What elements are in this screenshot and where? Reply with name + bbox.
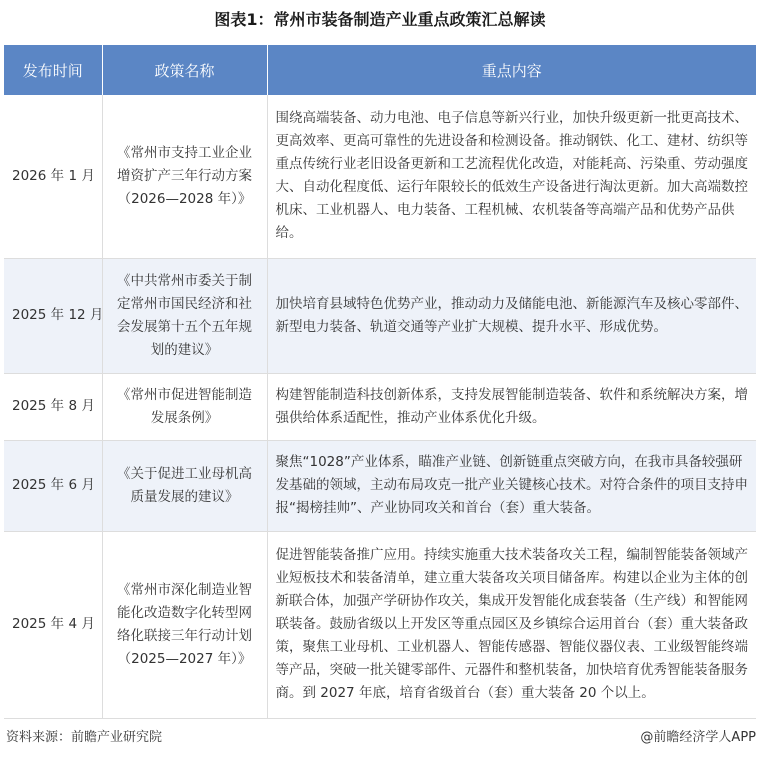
- table-row: [4, 258, 756, 373]
- row-date: 2025 年 4 月: [4, 531, 102, 718]
- header-key-content: 重点内容: [267, 45, 756, 95]
- row-date: 2025 年 6 月: [4, 440, 102, 531]
- header-policy-name: 政策名称: [102, 45, 267, 95]
- table-header-row: [4, 45, 756, 95]
- row-date: 2025 年 12 月: [4, 258, 102, 373]
- chart-title: 图表1：常州市装备制造产业重点政策汇总解读: [214, 10, 546, 29]
- table-row: [4, 440, 756, 531]
- row-content: 加快培育县域特色优势产业，推动动力及储能电池、新能源汽车及核心零部件、新型电力装备、轨道交通等产业扩大规模、提升水平、形成优势。: [267, 258, 756, 373]
- table-row: [4, 531, 756, 718]
- row-policy-name: 《常州市促进智能制造发展条例》: [102, 373, 267, 440]
- table-row: [4, 95, 756, 258]
- row-policy-name: 《常州市支持工业企业增资扩产三年行动方案（2026—2028 年）》: [102, 95, 267, 258]
- source-note: 资料来源：前瞻产业研究院: [6, 730, 163, 745]
- row-date: 2025 年 8 月: [4, 373, 102, 440]
- header-date: 发布时间: [4, 45, 102, 95]
- row-content: 构建智能制造科技创新体系，支持发展智能制造装备、软件和系统解决方案，增强供给体系适配性，推动产业体系优化升级。: [267, 373, 756, 440]
- policy-table: [4, 45, 756, 719]
- footer: [6, 726, 756, 746]
- brand-credit: @前瞻经济学人APP: [640, 730, 756, 745]
- row-policy-name: 《常州市深化制造业智能化改造数字化转型网络化联接三年行动计划（2025—2027 年）》: [102, 531, 267, 718]
- row-date: 2026 年 1 月: [4, 95, 102, 258]
- table-row: [4, 373, 756, 440]
- row-content: 聚焦“1028”产业体系，瞄准产业链、创新链重点突破方向，在我市具备较强研发基础的领域，主动布局攻克一批产业关键核心技术。对符合条件的项目支持申报“揭榜挂帅”、产业协同攻关和首台（套）重大装备。: [267, 440, 756, 531]
- row-policy-name: 《关于促进工业母机高质量发展的建议》: [102, 440, 267, 531]
- row-content: 促进智能装备推广应用。持续实施重大技术装备攻关工程，编制智能装备领域产业短板技术和装备清单，建立重大装备攻关项目储备库。构建以企业为主体的创新联合体，加强产学研协作攻关，集成开发智能化成套装备（生产线）和智能网联装备。鼓励省级以上开发区等重点园区及乡镇综合运用首台（套）重大装备政策，聚焦工业母机、工业机器人、智能传感器、智能仪器仪表、工业级智能终端等产品，突破一批关键零部件、元器件和整机装备，加快培育优秀智能装备服务商。到 2027 年底，培育省级首台（套）重大装备 20 个以上。: [267, 531, 756, 718]
- row-policy-name: 《中共常州市委关于制定常州市国民经济和社会发展第十五个五年规划的建议》: [102, 258, 267, 373]
- row-content: 围绕高端装备、动力电池、电子信息等新兴行业，加快升级更新一批更高技术、更高效率、更高可靠性的先进设备和检测设备。推动钢铁、化工、建材、纺织等重点传统行业老旧设备更新和工艺流程优化改造，对能耗高、污染重、劳动强度大、自动化程度低、运行年限较长的低效生产设备进行淘汰更新。加大高端数控机床、工业机器人、电力装备、工程机械、农机装备等高端产品和优势产品供给。: [267, 95, 756, 258]
